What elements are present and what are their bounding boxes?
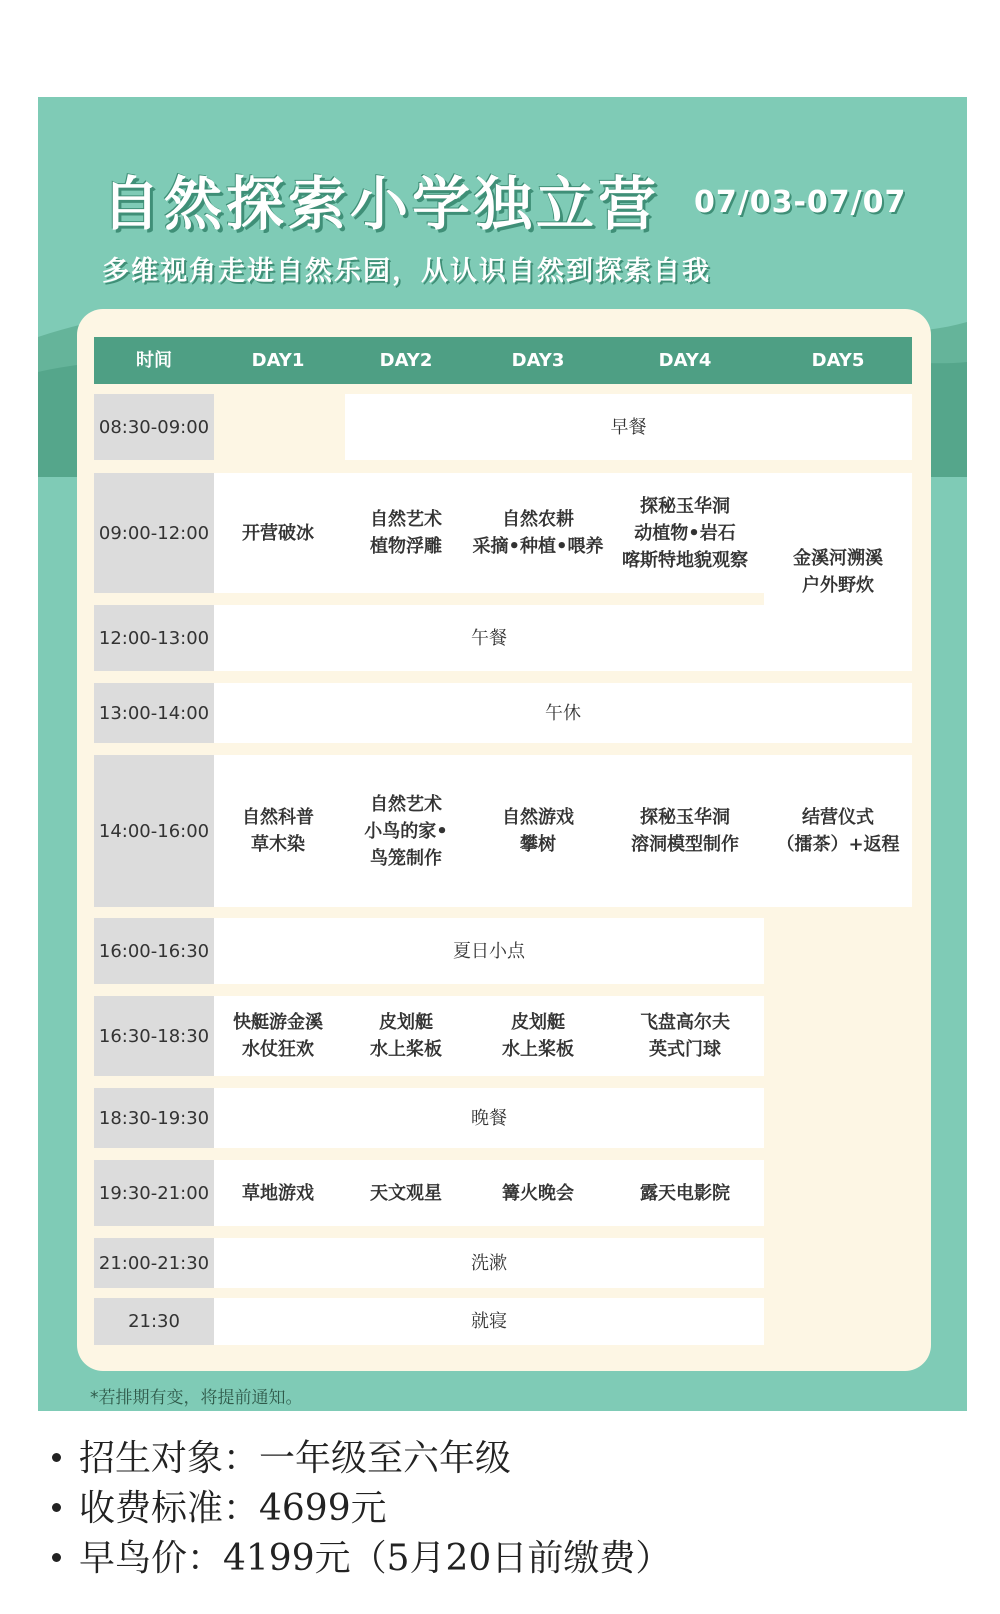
poster-subtitle: 多维视角走进自然乐园，从认识自然到探索自我 xyxy=(102,256,711,287)
time-slot: 21:00-21:30 xyxy=(94,1238,214,1288)
activity-cell: 草地游戏 xyxy=(214,1160,342,1226)
activity-cell: 自然艺术 小鸟的家• 鸟笼制作 xyxy=(342,755,470,907)
activity-cell: 探秘玉华洞 溶洞模型制作 xyxy=(606,755,764,907)
activity-cell: 皮划艇 水上桨板 xyxy=(342,996,470,1076)
wash-cell: 洗漱 xyxy=(214,1238,764,1288)
activity-cell: 探秘玉华洞 动植物•岩石 喀斯特地貌观察 xyxy=(606,473,764,593)
time-slot: 14:00-16:00 xyxy=(94,755,214,907)
bullet-icon xyxy=(52,1553,61,1562)
activity-cell: 篝火晚会 xyxy=(470,1160,606,1226)
info-item-fee xyxy=(52,1480,387,1531)
activity-cell: 自然农耕 采摘•种植•喂养 xyxy=(470,473,606,593)
info-item-enrollment xyxy=(52,1430,511,1481)
activity-cell: 开营破冰 xyxy=(214,473,342,593)
time-slot: 08:30-09:00 xyxy=(94,394,214,460)
header-day2: DAY2 xyxy=(342,337,470,384)
bullet-icon xyxy=(52,1453,61,1462)
closing-ceremony-cell: 结营仪式 （擂茶）+返程 xyxy=(764,755,912,907)
schedule-note: *若排期有变，将提前通知。 xyxy=(90,1388,303,1408)
snack-cell: 夏日小点 xyxy=(214,918,764,984)
sleep-cell: 就寝 xyxy=(214,1298,764,1345)
activity-cell: 皮划艇 水上桨板 xyxy=(470,996,606,1076)
activity-cell: 飞盘高尔夫 英式门球 xyxy=(606,996,764,1076)
lunch-cell: 午餐 xyxy=(214,605,764,671)
time-slot: 16:30-18:30 xyxy=(94,996,214,1076)
activity-cell: 露天电影院 xyxy=(606,1160,764,1226)
activity-cell: 快艇游金溪 水仗狂欢 xyxy=(214,996,342,1076)
activity-cell: 自然科普 草木染 xyxy=(214,755,342,907)
header-day4: DAY4 xyxy=(606,337,764,384)
header-day1: DAY1 xyxy=(214,337,342,384)
bullet-icon xyxy=(52,1503,61,1512)
time-slot: 09:00-12:00 xyxy=(94,473,214,593)
time-slot: 18:30-19:30 xyxy=(94,1088,214,1148)
header-day3: DAY3 xyxy=(470,337,606,384)
info-text: 收费标准：4699元 xyxy=(79,1488,387,1529)
activity-cell: 天文观星 xyxy=(342,1160,470,1226)
day5-outing-cell: 金溪河溯溪 户外野炊 xyxy=(764,473,912,671)
activity-cell: 自然游戏 攀树 xyxy=(470,755,606,907)
time-slot: 13:00-14:00 xyxy=(94,683,214,743)
header-day5: DAY5 xyxy=(764,337,912,384)
camp-date: 07/03-07/07 xyxy=(694,185,907,220)
poster-title: 自然探索小学独立营 xyxy=(102,170,661,238)
dinner-cell: 晚餐 xyxy=(214,1088,764,1148)
info-item-earlybird xyxy=(52,1530,671,1581)
breakfast-cell: 早餐 xyxy=(345,394,912,460)
header-time: 时间 xyxy=(94,337,214,384)
activity-cell: 自然艺术 植物浮雕 xyxy=(342,473,470,593)
time-slot: 19:30-21:00 xyxy=(94,1160,214,1226)
info-text: 招生对象：一年级至六年级 xyxy=(79,1438,512,1479)
info-text: 早鸟价：4199元（5月20日前缴费） xyxy=(79,1538,672,1579)
nap-cell: 午休 xyxy=(214,683,912,743)
time-slot: 21:30 xyxy=(94,1298,214,1345)
time-slot: 12:00-13:00 xyxy=(94,605,214,671)
time-slot: 16:00-16:30 xyxy=(94,918,214,984)
